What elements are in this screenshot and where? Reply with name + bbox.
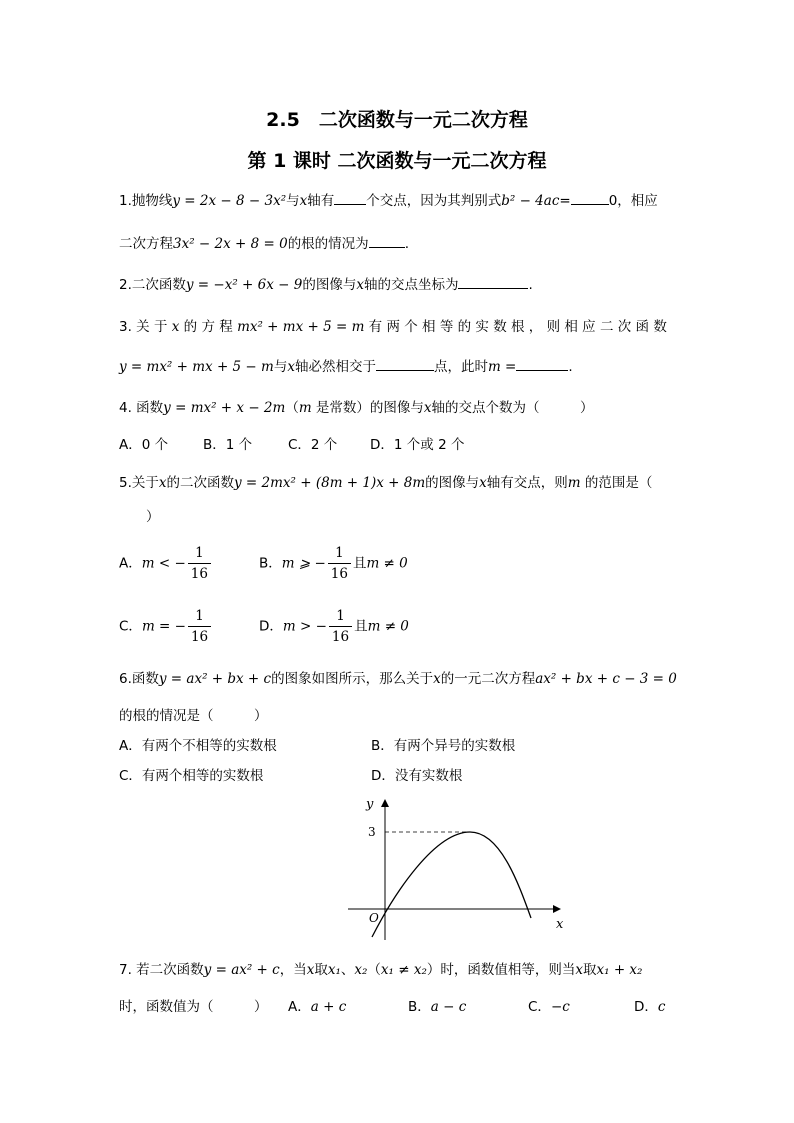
q5-option-c-label: C．	[119, 618, 142, 635]
q5-option-a-lhs: m < −	[141, 555, 186, 572]
q1-blank-compare[interactable]	[571, 190, 609, 205]
q2-text-d: .	[528, 277, 533, 293]
q5-option-a-fraction	[188, 543, 211, 584]
q6-text-c: 的一元二次方程	[440, 671, 536, 687]
question-6-line-1	[119, 668, 677, 690]
q1-text-c: 轴有	[307, 193, 335, 209]
q1-text-d: 个交点，因为其判别式	[366, 193, 502, 209]
graph-x-label: x	[556, 917, 564, 932]
q1-blank-count[interactable]	[334, 190, 366, 205]
q6-equation-2: ax² + bx + c − 3 = 0	[535, 671, 677, 687]
q7-option-a-value: a + c	[310, 999, 347, 1015]
parabola-graph	[340, 792, 570, 942]
q7-option-d-value: c	[657, 999, 666, 1015]
q7-option-c[interactable]	[528, 996, 570, 1018]
q7-option-c-value: −c	[550, 999, 570, 1015]
q6-option-c[interactable]: C．有两个相等的实数根	[119, 768, 264, 784]
q4-equation: y = mx² + x − 2m	[163, 400, 286, 416]
fraction-numerator: 1	[188, 543, 211, 564]
q1-text-a: 1.抛物线	[119, 193, 173, 209]
q5-option-b-label: B．	[259, 555, 282, 572]
q4-text-c: 是常数）的图像与	[311, 400, 424, 416]
q5-text-b: 的二次函数	[166, 475, 235, 491]
q5-option-a[interactable]	[119, 543, 213, 584]
q5-equation: y = 2mx² + (8m + 1)x + 8m	[234, 475, 426, 491]
q4-text-b: （	[285, 400, 299, 416]
lesson-title: 第 1 课时 二次函数与一元二次方程	[247, 150, 547, 172]
question-5-line-1	[119, 472, 652, 494]
q7-text-h: 时，函数值为（ ）	[119, 999, 268, 1015]
q3-x-2: x	[287, 359, 295, 375]
q1-text-h: .	[404, 236, 409, 252]
q7-not-equal: x₁ ≠ x₂	[380, 962, 427, 978]
q7-text-e: （	[367, 962, 381, 978]
q5-option-c[interactable]	[119, 606, 213, 647]
q7-text-a: 7. 若二次函数	[119, 962, 204, 978]
q5-option-b-condition: m ≠ 0	[366, 555, 408, 572]
q5-option-b-fraction	[328, 543, 351, 584]
fraction-denominator: 16	[190, 629, 209, 645]
question-5-line-2: ）	[146, 509, 160, 525]
q1-zero: 0	[608, 193, 618, 209]
q3-text-a: 3. 关 于	[119, 319, 172, 335]
q2-text-c: 轴的交点坐标为	[363, 277, 459, 293]
fraction-denominator: 16	[330, 566, 348, 582]
q5-text-a: 5.关于	[119, 475, 159, 491]
q5-option-a-label: A．	[119, 555, 142, 572]
q7-option-b-label: B．	[408, 999, 431, 1015]
q3-m: m =	[487, 359, 517, 375]
q1-equals: =	[559, 193, 571, 209]
q6-equation: y = ax² + bx + c	[158, 671, 272, 687]
q1-equation-2: 3x² − 2x + 8 = 0	[173, 236, 288, 252]
q7-option-d-label: D．	[634, 999, 658, 1015]
q3-text-e: 轴必然相交于	[294, 359, 376, 375]
q7-x: x	[306, 962, 315, 978]
section-title: 2.5 二次函数与一元二次方程	[266, 109, 528, 131]
question-4	[119, 397, 594, 419]
q6-option-d[interactable]: D．没有实数根	[371, 768, 463, 784]
q1-discriminant: b² − 4ac	[501, 193, 560, 209]
q2-equation: y = −x² + 6x − 9	[185, 277, 303, 293]
q4-option-c[interactable]: C．2 个	[288, 437, 338, 453]
question-6-line-2: 的根的情况是（ ）	[119, 708, 268, 724]
q7-option-a[interactable]	[288, 996, 346, 1018]
q7-option-b[interactable]	[408, 996, 466, 1018]
q5-option-d-lhs: m > −	[282, 618, 327, 635]
q5-option-b-and: 且	[352, 555, 367, 572]
q2-blank[interactable]	[458, 274, 528, 289]
q4-option-d[interactable]: D．1 个或 2 个	[370, 437, 465, 453]
q1-text-b: 与	[286, 193, 300, 209]
q4-option-a[interactable]: A．0 个	[119, 437, 169, 453]
q3-text-b: 的 方 程	[179, 319, 238, 335]
q4-text-d: 轴的交点个数为（ ）	[431, 400, 594, 416]
q5-x-2: x	[479, 475, 487, 491]
q6-option-a[interactable]: A．有两个不相等的实数根	[119, 738, 277, 754]
q5-option-d-label: D．	[259, 618, 283, 635]
fraction-denominator: 16	[190, 566, 208, 582]
q6-x: x	[433, 671, 441, 687]
q3-equation-2: y = mx² + mx + 5 − m	[119, 359, 274, 375]
graph-tick-3: 3	[368, 825, 376, 839]
question-1-line-1	[119, 190, 658, 212]
q7-x2: x₂	[354, 962, 368, 978]
q1-equation: y = 2x − 8 − 3x²	[172, 193, 287, 209]
fraction-numerator: 1	[329, 606, 352, 627]
question-7-line-1	[119, 959, 642, 981]
q5-option-b-lhs: m ⩾ −	[281, 555, 326, 572]
q6-option-b[interactable]: B．有两个异号的实数根	[371, 738, 516, 754]
q7-text-g: 取	[583, 962, 597, 978]
fraction-numerator: 1	[328, 543, 351, 564]
q1-text-f: 二次方程	[119, 236, 173, 252]
q5-m: m	[567, 475, 581, 491]
q7-text-b: ，当	[279, 962, 307, 978]
question-7-line-2	[119, 996, 268, 1018]
q7-text-d: 、	[340, 962, 355, 978]
q7-option-a-label: A．	[288, 999, 311, 1015]
q3-text-g: .	[568, 359, 573, 375]
q5-option-d-and: 且	[354, 618, 368, 635]
q7-option-c-label: C．	[528, 999, 551, 1015]
fraction-denominator: 16	[331, 629, 350, 645]
q5-option-d-condition: m ≠ 0	[367, 618, 409, 635]
q4-text-a: 4. 函数	[119, 400, 164, 416]
q1-x: x	[299, 193, 308, 209]
q5-option-b[interactable]	[259, 543, 408, 584]
q7-x-3: x	[575, 962, 583, 978]
question-2	[119, 274, 533, 296]
fraction-numerator: 1	[188, 606, 211, 627]
q5-text-d: 轴有交点，则	[486, 475, 568, 491]
q1-text-e: ，相应	[617, 193, 658, 209]
q3-equation: mx² + mx + 5 = m	[237, 319, 365, 335]
q5-option-d[interactable]	[259, 606, 409, 647]
q1-text-g: 的根的情况为	[287, 236, 369, 252]
q5-x: x	[158, 475, 167, 491]
q7-text-f: ）时，函数值相等，则当	[426, 962, 576, 978]
q1-blank-roots[interactable]	[369, 233, 405, 248]
q4-m: m	[298, 400, 312, 416]
q2-x: x	[356, 277, 364, 293]
question-1-line-2	[119, 233, 409, 255]
question-3-line-2	[119, 356, 573, 378]
q6-text-a: 6.函数	[119, 671, 159, 687]
q5-option-c-lhs: m = −	[141, 618, 186, 635]
q7-option-b-value: a − c	[430, 999, 467, 1015]
q3-blank-m[interactable]	[516, 356, 568, 371]
question-3-line-1	[119, 316, 667, 338]
q4-x: x	[423, 400, 432, 416]
q6-text-b: 的图象如图所示，那么关于	[271, 671, 434, 687]
q7-text-c: 取	[314, 962, 328, 978]
q7-sum: x₁ + x₂	[596, 962, 643, 978]
q3-blank-points[interactable]	[376, 356, 434, 371]
q5-text-e: 的范围是（	[580, 475, 653, 491]
graph-origin-label: O	[369, 911, 379, 925]
q3-text-c: 有 两 个 相 等 的 实 数 根 ， 则 相 应 二 次 函 数	[364, 319, 667, 335]
q3-x: x	[171, 319, 180, 335]
q7-equation: y = ax² + c	[203, 962, 280, 978]
q3-text-f: 点，此时	[433, 359, 488, 375]
q5-option-d-fraction	[329, 606, 352, 647]
q5-text-c: 的图像与	[425, 475, 480, 491]
q7-option-d[interactable]	[634, 996, 665, 1018]
q2-text-b: 的图像与	[302, 277, 357, 293]
q7-x1: x₁	[327, 962, 341, 978]
q3-text-d: 与	[273, 359, 288, 375]
q5-option-c-fraction	[188, 606, 211, 647]
q4-option-b[interactable]: B．1 个	[203, 437, 253, 453]
graph-y-label: y	[366, 797, 374, 812]
q2-text-a: 2.二次函数	[119, 277, 186, 293]
parabola-curve	[372, 832, 531, 937]
